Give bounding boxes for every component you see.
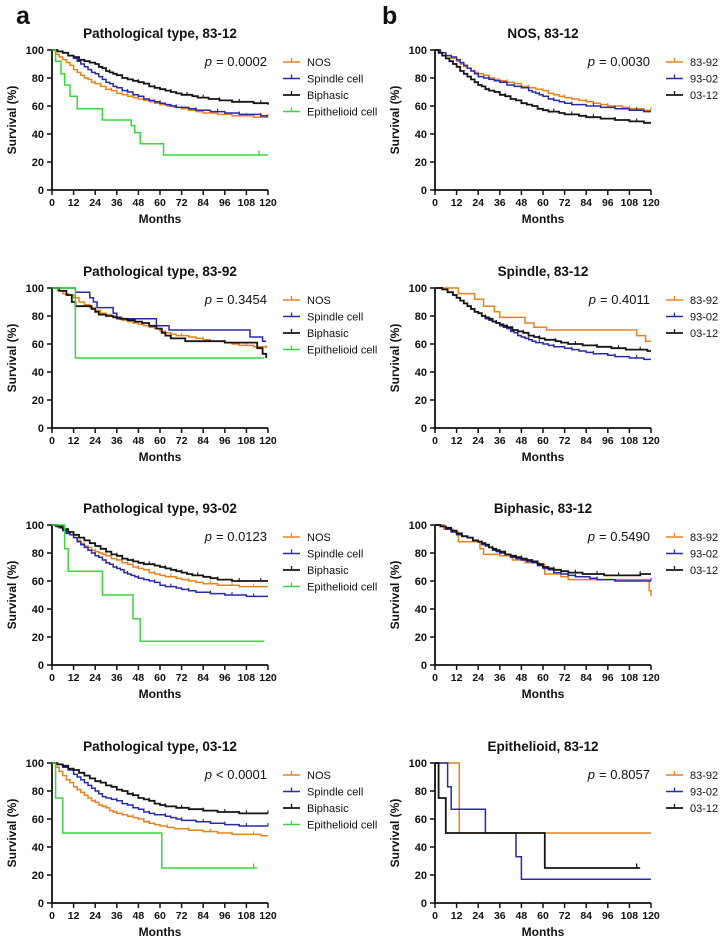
legend-label: NOS — [307, 56, 331, 69]
y-tick-label: 60 — [31, 100, 44, 113]
x-tick-label: 72 — [558, 909, 571, 922]
x-tick-label: 36 — [110, 909, 123, 922]
x-tick-label: 120 — [259, 434, 277, 447]
x-axis-label: Months — [138, 449, 182, 464]
x-tick-label: 96 — [601, 197, 614, 209]
x-tick-label: 24 — [89, 909, 102, 922]
y-tick-label: 20 — [414, 394, 427, 407]
x-tick-label: 0 — [49, 909, 55, 922]
x-tick-label: 84 — [580, 672, 593, 684]
x-tick-label: 120 — [642, 434, 660, 447]
x-tick-label: 96 — [601, 434, 614, 447]
x-tick-label: 72 — [175, 434, 188, 447]
x-tick-label: 0 — [49, 434, 55, 447]
x-tick-label: 120 — [259, 909, 277, 922]
x-tick-label: 72 — [558, 434, 571, 447]
x-tick-label: 24 — [472, 434, 485, 447]
y-tick-label: 0 — [37, 897, 44, 910]
x-tick-label: 24 — [472, 197, 485, 209]
y-tick-label: 40 — [31, 841, 44, 854]
y-axis-label: Survival (%) — [388, 798, 402, 867]
legend-label: NOS — [307, 294, 331, 307]
x-tick-label: 108 — [620, 672, 639, 684]
y-tick-label: 60 — [31, 338, 44, 351]
x-tick-label: 36 — [493, 197, 506, 209]
y-tick-label: 0 — [420, 422, 427, 435]
chart-title: Pathological type, 83-92 — [83, 263, 237, 279]
x-tick-label: 84 — [197, 909, 210, 922]
p-value-label: p = 0.3454 — [204, 291, 267, 307]
x-tick-label: 108 — [237, 434, 256, 447]
y-tick-label: 60 — [31, 813, 44, 826]
x-tick-label: 48 — [132, 197, 145, 209]
x-tick-label: 84 — [580, 909, 593, 922]
km-panel-b1 — [361, 0, 722, 238]
y-tick-label: 100 — [25, 282, 44, 295]
x-tick-label: 84 — [197, 197, 210, 209]
y-tick-label: 80 — [31, 547, 44, 560]
x-tick-label: 60 — [154, 909, 166, 922]
x-tick-label: 48 — [515, 909, 528, 922]
y-tick-label: 60 — [414, 100, 427, 113]
x-tick-label: 72 — [558, 197, 571, 209]
legend-label: 83-92 — [690, 531, 719, 544]
y-tick-label: 40 — [414, 603, 427, 616]
y-tick-label: 0 — [37, 422, 44, 435]
x-tick-label: 36 — [493, 672, 506, 684]
p-value-label: p = 0.8057 — [587, 766, 650, 782]
x-tick-label: 84 — [580, 434, 593, 447]
x-tick-label: 120 — [259, 197, 277, 209]
x-tick-label: 24 — [89, 197, 102, 209]
x-tick-label: 96 — [601, 672, 614, 684]
km-chart-b2 — [361, 238, 722, 475]
p-value-label: p = 0.0030 — [587, 54, 650, 69]
y-axis-label: Survival (%) — [5, 85, 19, 155]
legend-label: 93-02 — [690, 548, 719, 561]
y-tick-label: 100 — [25, 44, 44, 57]
y-tick-label: 0 — [37, 184, 44, 197]
chart-title: NOS, 83-12 — [507, 26, 579, 41]
y-tick-label: 20 — [414, 631, 427, 644]
x-tick-label: 48 — [132, 434, 145, 447]
legend-label: 93-02 — [690, 310, 719, 323]
chart-title: Pathological type, 93-02 — [83, 501, 237, 516]
x-axis-label: Months — [521, 687, 565, 701]
x-tick-label: 36 — [110, 672, 123, 684]
x-axis-label: Months — [521, 924, 565, 939]
y-tick-label: 20 — [31, 394, 44, 407]
x-tick-label: 12 — [67, 909, 80, 922]
y-axis-label: Survival (%) — [388, 85, 402, 155]
legend-label: Epithelioid cell — [307, 581, 378, 594]
y-tick-label: 20 — [31, 869, 44, 882]
y-tick-label: 40 — [31, 603, 44, 616]
y-axis-label: Survival (%) — [5, 560, 19, 630]
x-tick-label: 0 — [432, 672, 438, 684]
x-tick-label: 72 — [175, 909, 188, 922]
legend-label: NOS — [307, 769, 331, 782]
x-tick-label: 48 — [515, 672, 528, 684]
panel-letter-a: a — [16, 2, 30, 30]
km-panel-a3 — [0, 475, 378, 713]
p-value-label: p = 0.0123 — [204, 529, 267, 544]
legend-label: Epithelioid cell — [307, 818, 378, 831]
chart-title: Epithelioid, 83-12 — [487, 738, 599, 754]
y-tick-label: 0 — [420, 897, 427, 910]
y-axis-label: Survival (%) — [5, 323, 19, 392]
panel-letter-b: b — [382, 2, 398, 30]
y-tick-label: 60 — [414, 813, 427, 826]
x-tick-label: 36 — [110, 434, 123, 447]
legend-label: NOS — [307, 531, 331, 544]
x-tick-label: 96 — [218, 672, 231, 684]
legend-label: Spindle cell — [307, 785, 364, 798]
y-tick-label: 40 — [414, 128, 427, 141]
y-tick-label: 20 — [31, 156, 44, 169]
y-tick-label: 40 — [31, 366, 44, 379]
x-tick-label: 24 — [89, 672, 102, 684]
x-tick-label: 108 — [237, 197, 256, 209]
x-tick-label: 108 — [237, 672, 256, 684]
legend-label: Biphasic — [307, 564, 349, 577]
legend-label: Biphasic — [307, 327, 349, 340]
x-tick-label: 48 — [515, 434, 528, 447]
legend-label: 03-12 — [690, 327, 719, 340]
legend-label: 83-92 — [690, 56, 719, 69]
legend-label: Spindle cell — [307, 73, 364, 86]
x-tick-label: 84 — [197, 434, 210, 447]
y-tick-label: 20 — [31, 631, 44, 644]
y-axis-label: Survival (%) — [388, 560, 402, 630]
x-axis-label: Months — [521, 212, 565, 226]
x-tick-label: 96 — [218, 434, 231, 447]
x-tick-label: 108 — [620, 197, 639, 209]
x-tick-label: 84 — [197, 672, 210, 684]
x-tick-label: 60 — [537, 197, 549, 209]
x-tick-label: 108 — [237, 909, 256, 922]
x-tick-label: 84 — [580, 197, 593, 209]
legend-label: Epithelioid cell — [307, 343, 378, 356]
y-tick-label: 100 — [25, 519, 44, 532]
y-tick-label: 40 — [414, 841, 427, 854]
x-tick-label: 60 — [537, 434, 549, 447]
y-tick-label: 80 — [414, 547, 427, 560]
y-tick-label: 0 — [420, 184, 427, 197]
legend-label: 03-12 — [690, 564, 719, 577]
km-chart-a3 — [0, 475, 378, 712]
x-tick-label: 120 — [259, 672, 277, 684]
legend-label: Spindle cell — [307, 548, 364, 561]
p-value-label: p = 0.5490 — [587, 529, 650, 544]
y-tick-label: 80 — [414, 785, 427, 798]
x-tick-label: 48 — [132, 909, 145, 922]
y-tick-label: 100 — [408, 44, 427, 57]
x-tick-label: 12 — [450, 197, 463, 209]
legend-label: 83-92 — [690, 294, 719, 307]
x-tick-label: 36 — [493, 434, 506, 447]
x-tick-label: 60 — [154, 434, 166, 447]
km-panel-a4 — [0, 713, 378, 950]
km-chart-a4 — [0, 713, 378, 950]
chart-title: Pathological type, 83-12 — [83, 26, 237, 41]
km-panel-a2 — [0, 238, 378, 476]
legend-label: 83-92 — [690, 769, 719, 782]
chart-title: Biphasic, 83-12 — [493, 501, 593, 516]
x-tick-label: 60 — [537, 909, 549, 922]
x-tick-label: 12 — [67, 434, 80, 447]
y-tick-label: 80 — [414, 310, 427, 323]
y-tick-label: 0 — [37, 659, 44, 672]
x-tick-label: 36 — [110, 197, 123, 209]
y-tick-label: 20 — [414, 156, 427, 169]
x-axis-label: Months — [138, 924, 182, 939]
y-axis-label: Survival (%) — [388, 323, 402, 392]
y-tick-label: 0 — [420, 659, 427, 672]
legend-label: Epithelioid cell — [307, 106, 378, 119]
x-tick-label: 60 — [154, 197, 166, 209]
y-tick-label: 100 — [25, 757, 44, 770]
x-tick-label: 12 — [450, 909, 463, 922]
x-tick-label: 24 — [472, 909, 485, 922]
x-tick-label: 96 — [601, 909, 614, 922]
x-tick-label: 48 — [515, 197, 528, 209]
x-axis-label: Months — [138, 212, 182, 226]
km-chart-a2 — [0, 238, 378, 475]
x-tick-label: 12 — [67, 197, 80, 209]
x-tick-label: 72 — [175, 672, 188, 684]
km-chart-b1 — [361, 0, 722, 237]
y-tick-label: 80 — [31, 72, 44, 85]
legend-label: 03-12 — [690, 802, 719, 815]
x-axis-label: Months — [521, 449, 565, 464]
km-panel-b2 — [361, 238, 722, 476]
legend-label: 93-02 — [690, 73, 719, 86]
x-tick-label: 0 — [432, 909, 438, 922]
y-tick-label: 60 — [414, 338, 427, 351]
km-panel-b3 — [361, 475, 722, 713]
x-tick-label: 12 — [67, 672, 80, 684]
y-tick-label: 80 — [31, 785, 44, 798]
y-tick-label: 40 — [414, 366, 427, 379]
y-tick-label: 40 — [31, 128, 44, 141]
legend-label: Biphasic — [307, 802, 349, 815]
p-value-label: p = 0.4011 — [588, 291, 650, 307]
x-tick-label: 60 — [154, 672, 166, 684]
y-tick-label: 100 — [408, 282, 427, 295]
x-tick-label: 96 — [218, 909, 231, 922]
x-tick-label: 120 — [642, 197, 660, 209]
km-panel-b4 — [361, 713, 722, 950]
x-tick-label: 0 — [49, 672, 55, 684]
x-tick-label: 120 — [642, 672, 660, 684]
x-tick-label: 24 — [472, 672, 485, 684]
x-tick-label: 0 — [432, 434, 438, 447]
legend-label: 03-12 — [690, 89, 719, 102]
legend-label: Spindle cell — [307, 310, 364, 323]
x-tick-label: 60 — [537, 672, 549, 684]
km-panel-a1 — [0, 0, 378, 238]
legend-label: Biphasic — [307, 89, 349, 102]
y-tick-label: 60 — [31, 575, 44, 588]
x-tick-label: 96 — [218, 197, 231, 209]
chart-title: Pathological type, 03-12 — [83, 738, 237, 754]
x-axis-label: Months — [138, 687, 182, 701]
km-chart-b3 — [361, 475, 722, 712]
x-tick-label: 108 — [620, 434, 639, 447]
x-tick-label: 12 — [450, 434, 463, 447]
y-tick-label: 100 — [408, 757, 427, 770]
x-tick-label: 72 — [558, 672, 571, 684]
x-tick-label: 120 — [642, 909, 660, 922]
y-tick-label: 20 — [414, 869, 427, 882]
y-axis-label: Survival (%) — [5, 798, 19, 867]
x-tick-label: 0 — [49, 197, 55, 209]
y-tick-label: 60 — [414, 575, 427, 588]
x-tick-label: 0 — [432, 197, 438, 209]
km-chart-a1 — [0, 0, 378, 237]
x-tick-label: 36 — [493, 909, 506, 922]
y-tick-label: 80 — [31, 310, 44, 323]
y-tick-label: 100 — [408, 519, 427, 532]
x-tick-label: 48 — [132, 672, 145, 684]
x-tick-label: 24 — [89, 434, 102, 447]
p-value-label: p = 0.0002 — [204, 54, 267, 69]
x-tick-label: 108 — [620, 909, 639, 922]
x-tick-label: 72 — [175, 197, 188, 209]
chart-title: Spindle, 83-12 — [497, 263, 589, 279]
y-tick-label: 80 — [414, 72, 427, 85]
x-tick-label: 12 — [450, 672, 463, 684]
legend-label: 93-02 — [690, 785, 719, 798]
p-value-label: p < 0.0001 — [204, 766, 267, 782]
km-chart-b4 — [361, 713, 722, 950]
